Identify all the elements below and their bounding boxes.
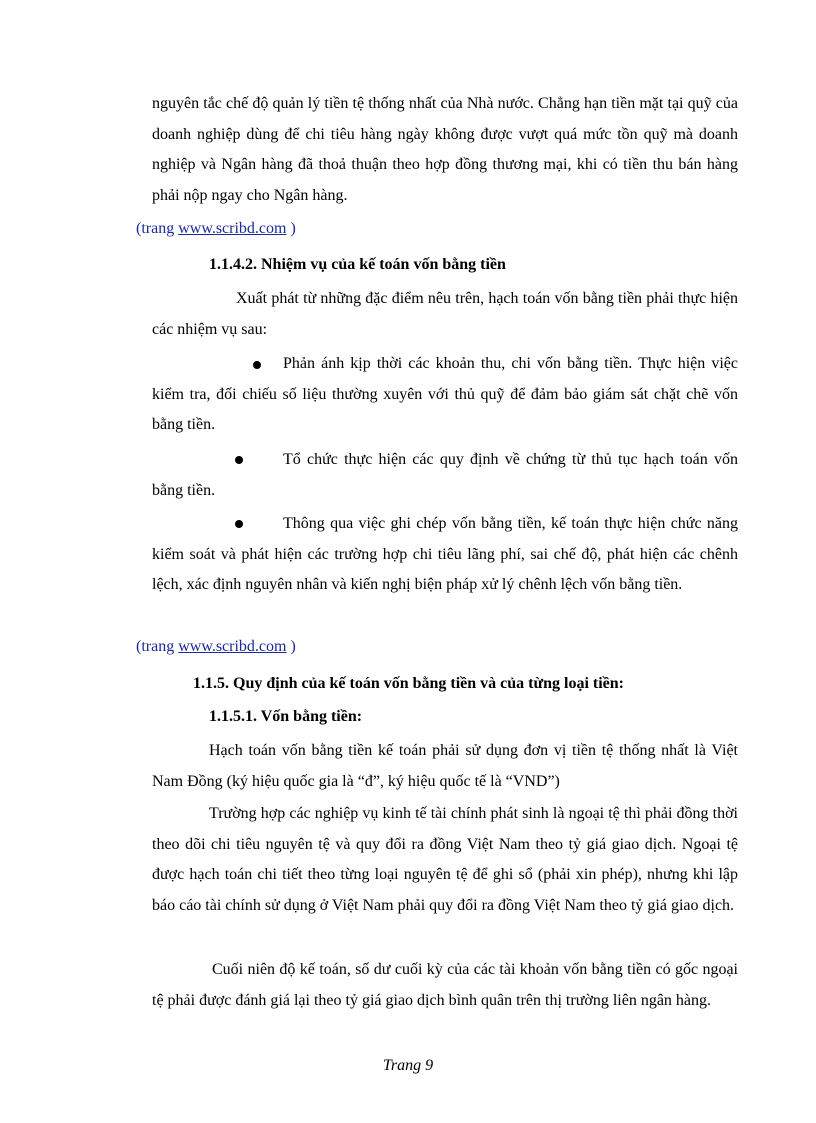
paragraph-year-end-revaluation: Cuối niên độ kế toán, số dư cuối kỳ của các tài khoản vốn bằng tiền có gốc ngoại tệ phải được đánh giá lại theo tỷ giá giao dịch bình quân trên thị trường liên ngân hàng. — [152, 961, 738, 1009]
source-prefix: (trang — [136, 220, 179, 237]
bullet-item: Tổ chức thực hiện các quy định về chứng từ thủ tục hạch toán vốn bằng tiền. — [152, 451, 738, 499]
source-citation — [136, 638, 296, 656]
source-link[interactable]: www.scribd.com — [178, 220, 287, 237]
paragraph-foreign-currency: Trường hợp các nghiệp vụ kinh tế tài chính phát sinh là ngoại tệ thì phải đồng thời theo dõi chi tiêu nguyên tệ và quy đổi ra đồng Việt Nam theo tỷ giá giao dịch. Ngoại tệ được hạch toán chi tiết theo từng loại nguyên tệ để ghi sổ (phải xin phép), nhưng khi lập báo cáo tài chính sử dụng ở Việt Nam phải quy đổi ra đồng Việt Nam theo tỷ giá giao dịch. — [152, 805, 738, 914]
source-suffix: ) — [286, 638, 296, 655]
paragraph-tasks-intro: Xuất phát từ những đặc điểm nêu trên, hạch toán vốn bằng tiền phải thực hiện các nhiệm vụ sau: — [152, 290, 738, 338]
bullet-item: Phản ánh kịp thời các khoản thu, chi vốn bằng tiền. Thực hiện việc kiểm tra, đối chiếu số liệu thường xuyên với thủ quỹ để đảm bảo giám sát chặt chẽ vốn bằng tiền. — [152, 355, 738, 433]
source-citation — [136, 220, 296, 238]
subsection-heading: 1.1.5.1. Vốn bằng tiền: — [209, 708, 363, 725]
section-heading: 1.1.5. Quy định của kế toán vốn bằng tiền và của từng loại tiền: — [193, 675, 624, 692]
source-link[interactable]: www.scribd.com — [178, 638, 287, 655]
page-number: Trang 9 — [382, 1057, 434, 1074]
source-prefix: (trang — [136, 638, 179, 655]
section-heading: 1.1.4.2. Nhiệm vụ của kế toán vốn bằng tiền — [209, 256, 506, 273]
paragraph-currency-unit: Hạch toán vốn bằng tiền kế toán phải sử dụng đơn vị tiền tệ thống nhất là Việt Nam Đồng (ký hiệu quốc gia là “đ”, ký hiệu quốc tế là “VND”) — [152, 742, 738, 790]
bullet-item: Thông qua việc ghi chép vốn bằng tiền, kế toán thực hiện chức năng kiểm soát và phát hiện các trường hợp chi tiêu lãng phí, sai chế độ, phát hiện các chênh lệch, xác định nguyên nhân và kiến nghị biện pháp xử lý chênh lệch vốn bằng tiền. — [152, 515, 738, 593]
paragraph-cash-principles: nguyên tắc chế độ quản lý tiền tệ thống nhất của Nhà nước. Chẳng hạn tiền mặt tại quỹ của doanh nghiệp dùng để chi tiêu hàng ngày không được vượt quá mức tồn quỹ mà doanh nghiệp và Ngân hàng đã thoả thuận theo hợp đồng thương mại, khi có tiền thu bán hàng phải nộp ngay cho Ngân hàng. — [152, 95, 738, 204]
source-suffix: ) — [286, 220, 296, 237]
